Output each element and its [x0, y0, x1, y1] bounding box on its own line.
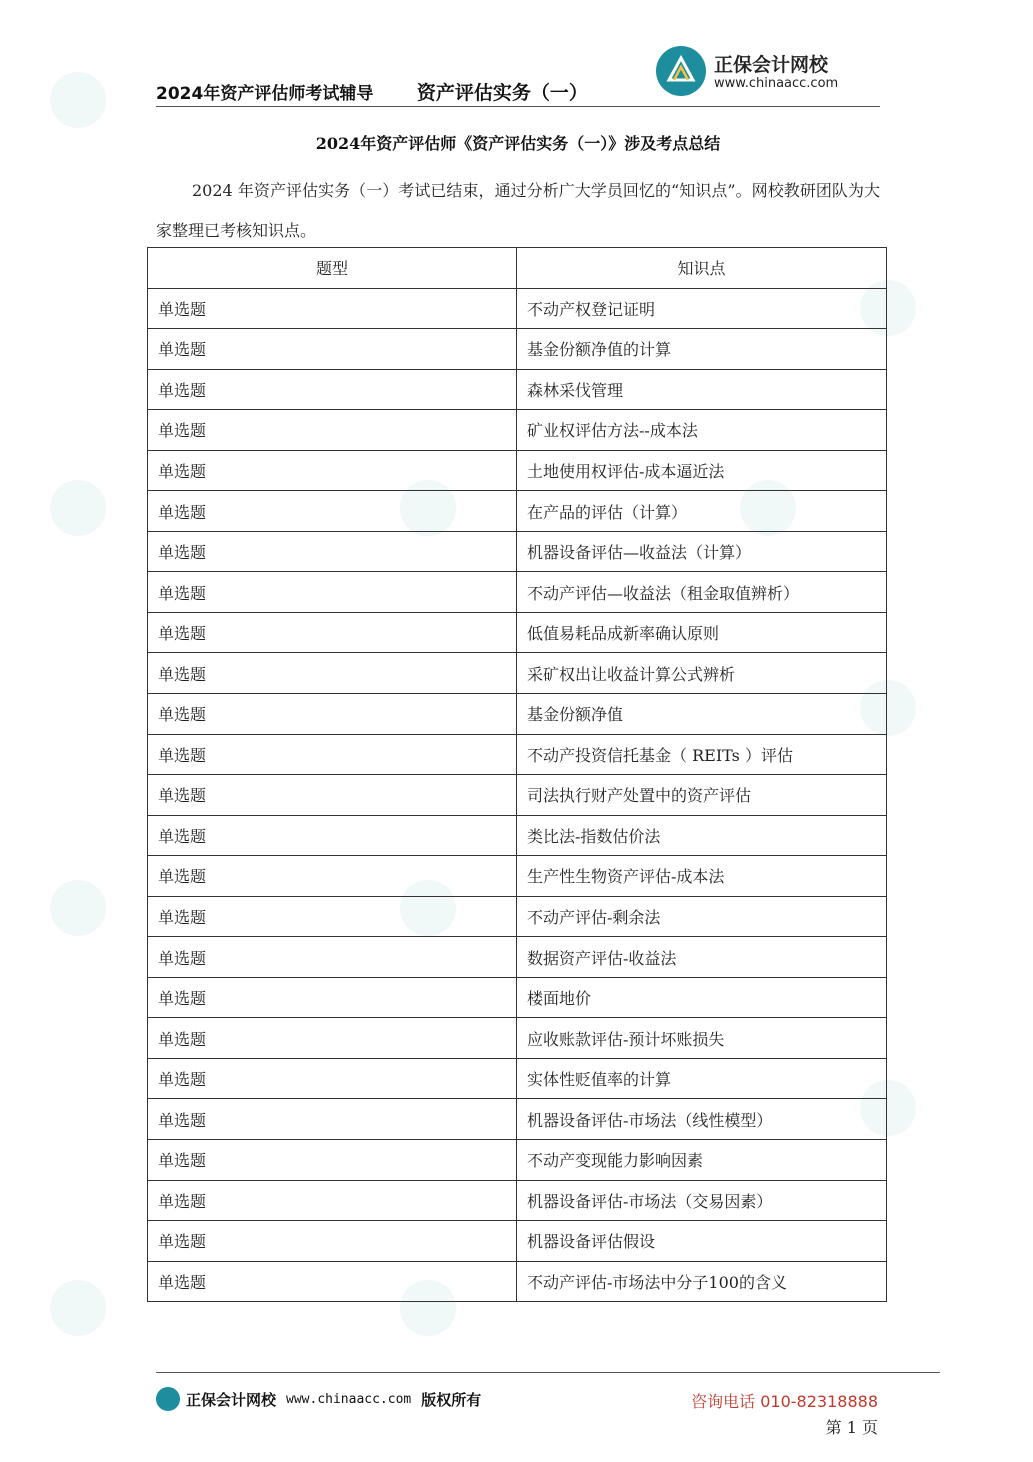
table-row	[148, 572, 887, 613]
cell-knowledge-point: 在产品的评估（计算）	[517, 491, 887, 532]
cell-knowledge-point: 生产性生物资产评估-成本法	[517, 856, 887, 897]
knowledge-table	[147, 247, 887, 1302]
cell-knowledge-point: 不动产投资信托基金（ REITs ）评估	[517, 734, 887, 775]
table-row	[148, 694, 887, 735]
footer-copyright: 版权所有	[421, 1390, 482, 1409]
cell-knowledge-point: 森林采伐管理	[517, 369, 887, 410]
header-subject: 资产评估实务（一）	[416, 82, 588, 104]
cell-knowledge-point: 土地使用权评估-成本逼近法	[517, 450, 887, 491]
cell-question-type: 单选题	[148, 1261, 517, 1302]
cell-question-type: 单选题	[148, 491, 517, 532]
cell-question-type: 单选题	[148, 937, 517, 978]
cell-knowledge-point: 机器设备评估-市场法（交易因素）	[517, 1180, 887, 1221]
cell-question-type: 单选题	[148, 572, 517, 613]
footer-url: www.chinaacc.com	[286, 1391, 412, 1407]
cell-question-type: 单选题	[148, 896, 517, 937]
table-row	[148, 612, 887, 653]
cell-question-type: 单选题	[148, 1058, 517, 1099]
table-row	[148, 1058, 887, 1099]
cell-knowledge-point: 实体性贬值率的计算	[517, 1058, 887, 1099]
table-row	[148, 329, 887, 370]
watermark-logo	[50, 880, 106, 936]
table-row	[148, 1099, 887, 1140]
cell-knowledge-point: 机器设备评估—收益法（计算）	[517, 531, 887, 572]
cell-question-type: 单选题	[148, 1018, 517, 1059]
logo-icon	[656, 46, 706, 96]
footer-logo-icon	[156, 1387, 180, 1411]
cell-question-type: 单选题	[148, 856, 517, 897]
cell-knowledge-point: 机器设备评估假设	[517, 1221, 887, 1262]
page-number: 第 1 页	[825, 1418, 878, 1437]
cell-question-type: 单选题	[148, 329, 517, 370]
cell-question-type: 单选题	[148, 450, 517, 491]
table-row	[148, 815, 887, 856]
table-body	[148, 288, 887, 1302]
table-row	[148, 937, 887, 978]
table-row	[148, 1018, 887, 1059]
cell-knowledge-point: 不动产权登记证明	[517, 288, 887, 329]
cell-question-type: 单选题	[148, 369, 517, 410]
header-divider	[156, 106, 880, 107]
cell-knowledge-point: 类比法-指数估价法	[517, 815, 887, 856]
table-row	[148, 531, 887, 572]
cell-question-type: 单选题	[148, 694, 517, 735]
page-header	[156, 40, 880, 106]
cell-question-type: 单选题	[148, 775, 517, 816]
document-title: 2024年资产评估师《资产评估实务（一）》涉及考点总结	[315, 134, 721, 153]
cell-question-type: 单选题	[148, 1099, 517, 1140]
cell-question-type: 单选题	[148, 815, 517, 856]
table-row	[148, 491, 887, 532]
table-row	[148, 369, 887, 410]
watermark-logo	[50, 1280, 106, 1336]
cell-knowledge-point: 基金份额净值	[517, 694, 887, 735]
watermark-logo	[50, 480, 106, 536]
table-row	[148, 450, 887, 491]
cell-knowledge-point: 楼面地价	[517, 977, 887, 1018]
cell-knowledge-point: 低值易耗品成新率确认原则	[517, 612, 887, 653]
cell-question-type: 单选题	[148, 977, 517, 1018]
cell-knowledge-point: 采矿权出让收益计算公式辨析	[517, 653, 887, 694]
cell-knowledge-point: 不动产评估-剩余法	[517, 896, 887, 937]
cell-knowledge-point: 矿业权评估方法--成本法	[517, 410, 887, 451]
table-row	[148, 977, 887, 1018]
cell-question-type: 单选题	[148, 612, 517, 653]
table-row	[148, 288, 887, 329]
logo-url: www.chinaacc.com	[714, 76, 839, 91]
cell-knowledge-point: 应收账款评估-预计坏账损失	[517, 1018, 887, 1059]
cell-question-type: 单选题	[148, 734, 517, 775]
table-row	[148, 410, 887, 451]
cell-question-type: 单选题	[148, 1140, 517, 1181]
cell-knowledge-point: 不动产评估—收益法（租金取值辨析）	[517, 572, 887, 613]
footer-divider	[156, 1372, 940, 1373]
cell-question-type: 单选题	[148, 531, 517, 572]
footer-brand-name: 正保会计网校	[186, 1390, 277, 1409]
cell-question-type: 单选题	[148, 288, 517, 329]
table-row	[148, 1221, 887, 1262]
watermark-logo	[50, 72, 106, 128]
cell-knowledge-point: 不动产评估-市场法中分子100的含义	[517, 1261, 887, 1302]
header-exam-title: 2024年资产评估师考试辅导	[156, 84, 374, 104]
table-row	[148, 653, 887, 694]
cell-question-type: 单选题	[148, 410, 517, 451]
cell-knowledge-point: 不动产变现能力影响因素	[517, 1140, 887, 1181]
table-row	[148, 1140, 887, 1181]
table-row	[148, 896, 887, 937]
table-row	[148, 734, 887, 775]
cell-knowledge-point: 机器设备评估-市场法（线性模型）	[517, 1099, 887, 1140]
brand-logo	[656, 42, 876, 98]
column-header-question-type: 题型	[148, 248, 517, 289]
table-header-row	[148, 248, 887, 289]
header-titles	[156, 78, 588, 105]
cell-knowledge-point: 数据资产评估-收益法	[517, 937, 887, 978]
logo-brand-name: 正保会计网校	[714, 54, 829, 76]
cell-question-type: 单选题	[148, 1221, 517, 1262]
column-header-knowledge-point: 知识点	[517, 248, 887, 289]
table-row	[148, 1261, 887, 1302]
cell-knowledge-point: 基金份额净值的计算	[517, 329, 887, 370]
table-row	[148, 856, 887, 897]
footer-phone: 咨询电话 010-82318888	[691, 1392, 878, 1411]
cell-question-type: 单选题	[148, 1180, 517, 1221]
cell-knowledge-point: 司法执行财产处置中的资产评估	[517, 775, 887, 816]
table-row	[148, 775, 887, 816]
footer-brand-block	[156, 1386, 481, 1412]
cell-question-type: 单选题	[148, 653, 517, 694]
intro-paragraph: 2024 年资产评估实务（一）考试已结束，通过分析广大学员回忆的“知识点”。网校教研团队为大家整理已考核知识点。	[156, 181, 880, 240]
table-row	[148, 1180, 887, 1221]
